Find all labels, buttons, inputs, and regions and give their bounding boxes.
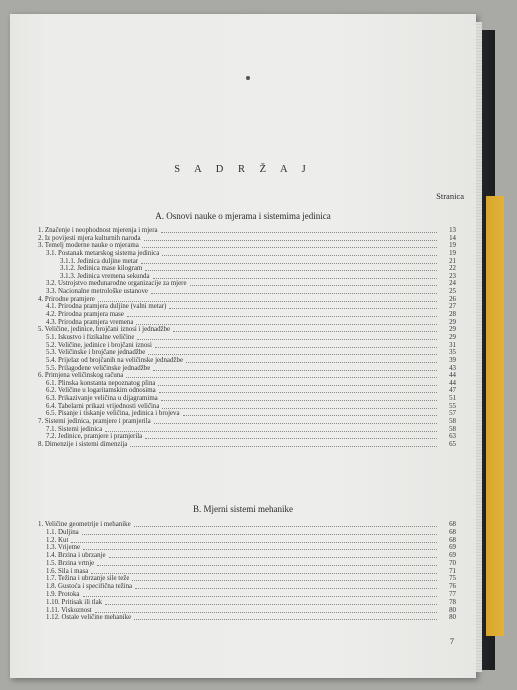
toc-entry-page: 76: [449, 583, 456, 591]
toc-entry-label: 3.3. Nacionalne metrološke ustanove: [46, 288, 148, 296]
section-heading: A. Osnovi nauke o mjerama i sistemima jedinica: [155, 211, 331, 221]
toc-entry-page: 63: [449, 433, 456, 441]
toc-entry-label: 1.10. Pritisak ili tlak: [46, 598, 103, 606]
toc-leader-dots: [145, 270, 437, 271]
toc-entry-label: 4.1. Prirodna pramjera duljine (valni metar): [46, 303, 167, 311]
toc-entry-label: 3.2. Ustrojstvo međunarodne organizacije za mjere: [46, 280, 187, 288]
toc-entry-page: 43: [449, 364, 456, 372]
toc-leader-dots: [153, 370, 437, 371]
contents-title: S A D R Ž A J: [174, 164, 312, 175]
toc-entry-label: 1.1. Duljina: [46, 528, 79, 536]
toc-entry-label: 5.2. Veličine, jedinice i brojčani iznosi: [46, 341, 152, 349]
toc-leader-dots: [141, 263, 437, 264]
toc-entry-page: 58: [449, 418, 456, 425]
toc-leader-dots: [134, 619, 437, 620]
toc-entry: [38, 441, 456, 449]
toc-entry-page: 26: [449, 295, 456, 303]
toc-entry-page: 80: [449, 606, 456, 614]
toc-entry-page: 47: [449, 387, 456, 395]
toc-entry-label: 7.2. Jedinice, pramjere i pramjerila: [46, 433, 143, 441]
page-column-label: Stranica: [436, 191, 464, 201]
toc-entry-label: 1.11. Viskoznost: [46, 606, 92, 614]
toc-entry-label: 5. Veličine, jedinice, brojčani iznosi i jednadžbe: [38, 326, 171, 334]
toc-leader-dots: [83, 549, 437, 550]
toc-leader-dots: [161, 232, 437, 233]
spine-accent-stripe: [486, 196, 504, 636]
toc-entry-label: 6.4. Tabelarni prikazi vrijednosti veličina: [46, 402, 160, 410]
toc-entry-page: 57: [449, 410, 456, 418]
toc-entry-page: 68: [449, 536, 456, 544]
toc-entry-page: 70: [449, 559, 456, 567]
toc-entry-page: 29: [449, 318, 456, 326]
toc-leader-dots: [98, 301, 437, 302]
toc-leader-dots: [161, 400, 437, 401]
toc-entry-label: 1.7. Težina i ubrzanje sile teže: [46, 575, 130, 583]
toc-leader-dots: [148, 354, 437, 355]
toc-entry-label: 2. Iz povijesti mjera kulturnih naroda: [38, 234, 141, 242]
toc-leader-dots: [97, 565, 437, 566]
toc-entry-page: 28: [449, 311, 456, 319]
toc-entry-label: 1.9. Protoka: [46, 591, 80, 599]
toc-entry-page: 77: [449, 591, 456, 599]
toc-entry-page: 14: [449, 234, 456, 242]
toc-entry-label: 8. Dimenzije i sistemi dimenzija: [38, 440, 128, 448]
toc-leader-dots: [190, 285, 437, 286]
toc-leader-dots: [145, 438, 437, 439]
toc-entry-page: 35: [449, 349, 456, 357]
toc-entry-label: 5.3. Veličinske i brojčane jednadžbe: [46, 349, 146, 357]
toc-leader-dots: [134, 526, 437, 527]
toc-entry-label: 6.5. Pisanje i tiskanje veličina, jedinica i brojeva: [46, 410, 180, 418]
toc-entry-label: 6. Primjena veličinskog računa: [38, 372, 124, 380]
toc-entry-label: 3.1.3. Jedinica vremena sekunda: [60, 272, 150, 280]
toc-leader-dots: [159, 392, 437, 393]
toc-entry-label: 5.5. Prilagođene veličinske jednadžbe: [46, 364, 151, 372]
toc-entry-label: 1.4. Brzina i ubrzanje: [46, 552, 106, 560]
toc-entry-page: 22: [449, 265, 456, 273]
toc-leader-dots: [136, 324, 437, 325]
toc-leader-dots: [142, 247, 437, 248]
toc-entry-label: 1.3. Vrijeme: [46, 544, 81, 552]
toc-entry-page: 68: [449, 521, 456, 528]
toc-entry-label: 1. Značenje i neophodnost mjerenja i mjera: [38, 227, 158, 234]
toc-entry-label: 5.1. Iskustvo i fizikalne veličine: [46, 333, 135, 341]
toc-entry-label: 3. Temelj moderne nauke o mjerama: [38, 242, 139, 250]
toc-leader-dots: [83, 596, 438, 597]
toc-entry-label: 1.2. Kut: [46, 536, 69, 544]
toc-entry-page: 19: [449, 249, 456, 257]
toc-leader-dots: [126, 377, 437, 378]
toc-entry-page: 55: [449, 402, 456, 410]
toc-entry-page: 31: [449, 341, 456, 349]
toc-leader-dots: [137, 339, 437, 340]
toc-leader-dots: [82, 534, 437, 535]
toc-entry-label: 1.12. Ostale veličine mehanike: [46, 614, 132, 622]
toc-leader-dots: [95, 612, 437, 613]
toc-entry-label: 6.1. Plinska konstanta nepoznatog plina: [46, 379, 156, 387]
toc-entry-page: 29: [449, 326, 456, 334]
toc-entry-label: 4. Prirodne pramjere: [38, 295, 95, 303]
toc-leader-dots: [105, 431, 437, 432]
toc-leader-dots: [153, 278, 437, 279]
toc-leader-dots: [186, 362, 437, 363]
toc-leader-dots: [162, 255, 437, 256]
toc-entry-page: 69: [449, 552, 456, 560]
toc-leader-dots: [132, 580, 437, 581]
toc-entry-label: 1. Veličine geometrije i mehanike: [38, 521, 131, 528]
toc-entry-label: 4.3. Prirodna pramjera vremena: [46, 318, 134, 326]
toc-entry-page: 58: [449, 425, 456, 433]
toc-leader-dots: [144, 240, 437, 241]
toc-entry-page: 21: [449, 257, 456, 265]
toc-entry-page: 71: [449, 567, 456, 575]
toc-entry-label: 1.5. Brzina vrtnje: [46, 559, 95, 567]
toc-leader-dots: [91, 573, 437, 574]
toc-entry-page: 39: [449, 356, 456, 364]
toc-entry-page: 65: [449, 440, 456, 448]
toc-entry-label: 3.1. Postanak metarskog sistema jedinica: [46, 249, 160, 257]
toc-entry-page: 27: [449, 303, 456, 311]
toc-entry-page: 68: [449, 528, 456, 536]
toc-entry-label: 7. Sistemi jedinica, pramjere i pramjerila: [38, 418, 151, 425]
toc-leader-dots: [183, 415, 437, 416]
toc-entry-label: 7.1. Sistemi jedinica: [46, 425, 103, 433]
toc-entry-page: 78: [449, 598, 456, 606]
toc-entry-page: 44: [449, 379, 456, 387]
book-page: [10, 14, 476, 678]
toc-entry-page: 19: [449, 242, 456, 250]
toc-entry-label: 1.6. Sila i masa: [46, 567, 89, 575]
toc-entry-page: 25: [449, 288, 456, 296]
toc-entry-page: 44: [449, 372, 456, 380]
toc-leader-dots: [173, 331, 437, 332]
toc-entry-page: 24: [449, 280, 456, 288]
toc-entry-page: 29: [449, 333, 456, 341]
toc-entry-page: 75: [449, 575, 456, 583]
toc-entry-page: 51: [449, 395, 456, 403]
toc-leader-dots: [127, 316, 437, 317]
toc-leader-dots: [154, 423, 437, 424]
toc-leader-dots: [162, 408, 437, 409]
toc-leader-dots: [130, 446, 437, 447]
toc-leader-dots: [155, 347, 437, 348]
toc-entry-page: 13: [449, 227, 456, 234]
toc-entry-label: 3.1.2. Jedinica mase kilogram: [60, 265, 143, 273]
toc-leader-dots: [105, 604, 437, 605]
toc-entry-label: 4.2. Prirodna pramjera mase: [46, 311, 124, 319]
toc-entry-label: 3.1.1. Jedinica duljine metar: [60, 257, 139, 265]
page-number: 7: [449, 636, 454, 646]
toc-entry-page: 23: [449, 272, 456, 280]
toc-entry-page: 69: [449, 544, 456, 552]
toc-leader-dots: [109, 557, 437, 558]
page-edges: [476, 22, 482, 672]
toc-entry-label: 6.3. Prikazivanje veličina u dijagramima: [46, 395, 158, 403]
toc-leader-dots: [151, 293, 437, 294]
toc-leader-dots: [169, 308, 437, 309]
toc-entry-label: 6.2. Veličine u logaritamskim odnosima: [46, 387, 156, 395]
toc-leader-dots: [71, 542, 437, 543]
toc-entry-page: 80: [449, 614, 456, 622]
toc-leader-dots: [135, 588, 437, 589]
toc-entry: [46, 614, 456, 622]
toc-entry-label: 5.4. Prijelaz od brojčanih na veličinske jednadžbe: [46, 356, 183, 364]
ink-speck: [246, 76, 250, 80]
section-heading: B. Mjerni sistemi mehanike: [193, 504, 293, 514]
toc-leader-dots: [158, 385, 437, 386]
toc-entry-label: 1.8. Gustoća i specifična težina: [46, 583, 133, 591]
